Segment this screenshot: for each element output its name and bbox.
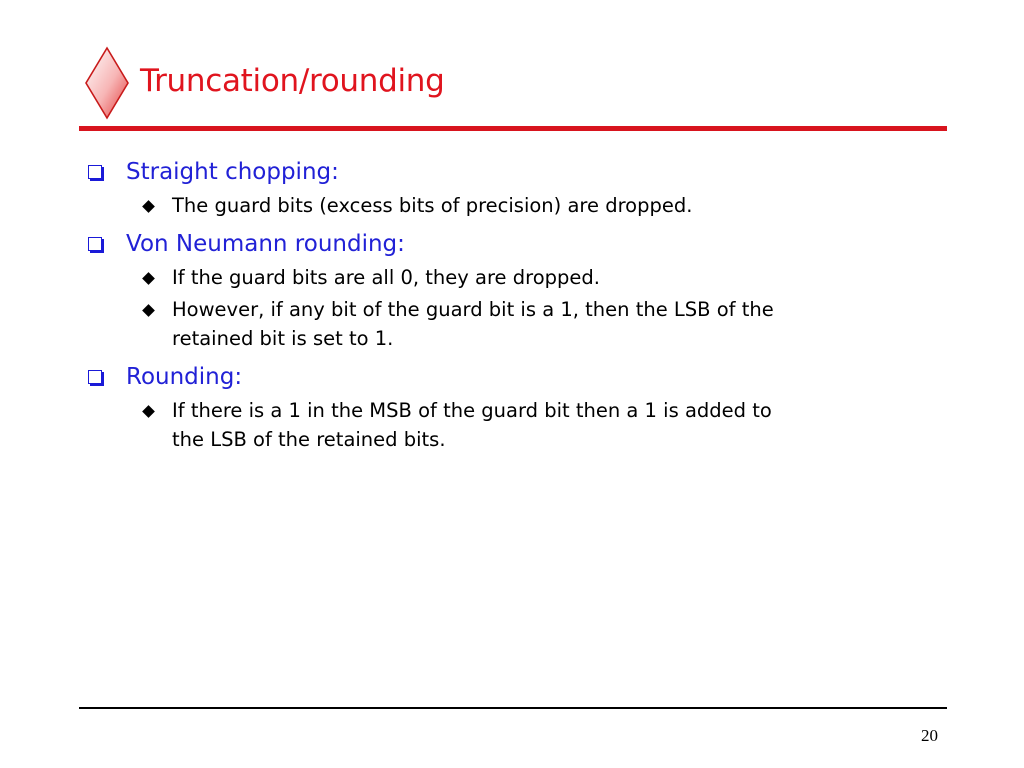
square-bullet-icon <box>88 370 102 384</box>
red-diamond-icon <box>84 46 130 120</box>
diamond-bullet-icon <box>142 304 155 317</box>
square-bullet-icon <box>88 237 102 251</box>
bullet-item <box>86 228 936 261</box>
sub-bullet-text: If there is a 1 in the MSB of the guard bit then a 1 is added to the LSB of the retained bits. <box>172 399 772 451</box>
bullet-heading: Straight chopping: <box>126 159 339 185</box>
square-bullet-icon <box>88 165 102 179</box>
diamond-bullet-icon <box>142 272 155 285</box>
sub-bullet-item <box>86 396 936 454</box>
sub-bullet-text: The guard bits (excess bits of precision) are dropped. <box>172 194 693 217</box>
sub-bullet-text: If the guard bits are all 0, they are dropped. <box>172 266 600 289</box>
slide-title: Truncation/rounding <box>140 63 445 99</box>
sub-bullet-item <box>86 295 936 353</box>
bullet-heading: Von Neumann rounding: <box>126 231 405 257</box>
bullet-item <box>86 156 936 189</box>
title-divider <box>79 126 947 131</box>
diamond-bullet-icon <box>142 200 155 213</box>
footer-divider <box>79 707 947 709</box>
sub-bullet-list <box>86 263 936 353</box>
page-number: 20 <box>921 726 938 745</box>
bullet-heading: Rounding: <box>126 364 243 390</box>
diamond-bullet-icon <box>142 405 155 418</box>
bullet-item <box>86 361 936 394</box>
sub-bullet-list <box>86 396 936 454</box>
sub-bullet-item <box>86 263 936 292</box>
sub-bullet-text: However, if any bit of the guard bit is a 1, then the LSB of the retained bit is set to 1. <box>172 298 774 350</box>
sub-bullet-item <box>86 191 936 220</box>
slide-content <box>86 156 936 457</box>
sub-bullet-list <box>86 191 936 220</box>
